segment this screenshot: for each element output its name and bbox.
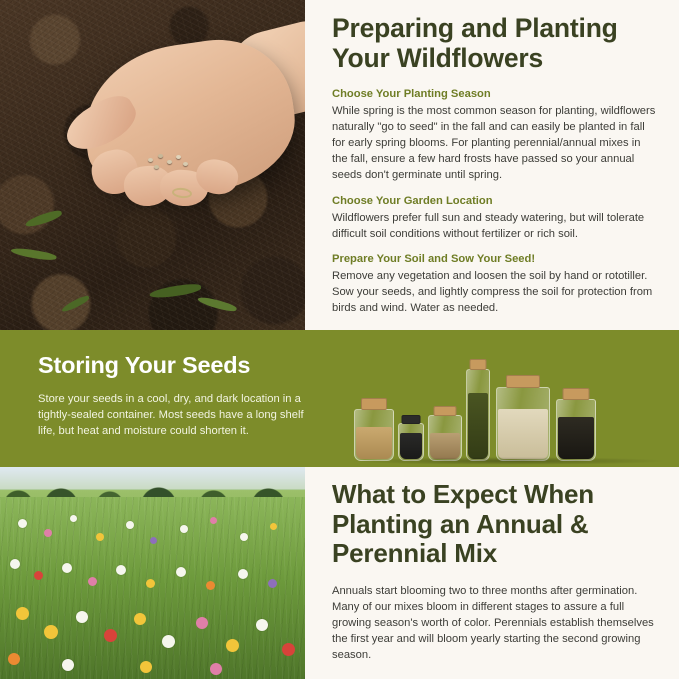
flower bbox=[140, 661, 152, 673]
section-preparing-title: Preparing and Planting Your Wildflowers bbox=[332, 13, 618, 73]
grass-field bbox=[0, 497, 305, 679]
flower bbox=[238, 569, 248, 579]
flower bbox=[88, 577, 97, 586]
jar-cork bbox=[563, 388, 590, 400]
flower bbox=[16, 607, 29, 620]
subheading-prepare-soil: Prepare Your Soil and Sow Your Seed! bbox=[332, 252, 536, 265]
seeds-in-hand bbox=[146, 152, 190, 172]
paragraph-planting-season: While spring is the most common season for planting, wildflowers naturally "go to seed" in the fall and can easily be planted in fall for early spring blooms. For planting perennial/annual mixes in the fall, ensure a few hard frosts have passed so your annual seeds don't germinate until spring. bbox=[332, 104, 656, 182]
section-what-to-expect-text bbox=[305, 467, 679, 679]
flower bbox=[210, 663, 222, 675]
flower bbox=[176, 567, 186, 577]
seed-jar bbox=[428, 415, 462, 461]
flower bbox=[146, 579, 155, 588]
flower bbox=[34, 571, 43, 580]
paragraph-what-to-expect: Annuals start blooming two to three months after germination. Many of our mixes bloom in different stages to assure a full growing season's worth of color. Perennials establish themselves the first year and will bloom yearly starting the second growing season. bbox=[332, 584, 654, 662]
jar-seed-fill bbox=[430, 433, 460, 459]
subheading-garden-location: Choose Your Garden Location bbox=[332, 194, 493, 207]
flower bbox=[10, 559, 20, 569]
flower bbox=[96, 533, 104, 541]
flower bbox=[268, 579, 277, 588]
section-storing-text bbox=[0, 330, 340, 467]
seed-jar bbox=[398, 423, 424, 461]
seed bbox=[167, 160, 172, 164]
seed-jar bbox=[354, 409, 394, 461]
flower bbox=[62, 659, 74, 671]
subheading-planting-season: Choose Your Planting Season bbox=[332, 87, 491, 100]
jar-shadow bbox=[348, 457, 669, 465]
flower bbox=[206, 581, 215, 590]
seed bbox=[158, 154, 163, 158]
flower bbox=[62, 563, 72, 573]
seed-jars-photo bbox=[340, 330, 679, 467]
section-preparing-and-planting bbox=[0, 0, 679, 330]
jar-cork bbox=[434, 406, 457, 416]
jar-seed-fill bbox=[498, 409, 548, 459]
flower bbox=[18, 519, 27, 528]
jar-cork bbox=[506, 375, 540, 388]
flower bbox=[162, 635, 175, 648]
jar-seed-fill bbox=[558, 417, 594, 459]
jar-seed-fill bbox=[468, 393, 488, 459]
jar-cork bbox=[361, 398, 387, 410]
flower bbox=[44, 625, 58, 639]
soil-planting-photo bbox=[0, 0, 305, 330]
flower bbox=[134, 613, 146, 625]
section-storing-your-seeds bbox=[0, 330, 679, 467]
flower bbox=[76, 611, 88, 623]
flower bbox=[282, 643, 295, 656]
flower bbox=[126, 521, 134, 529]
seed-jar bbox=[466, 369, 490, 461]
section-what-to-expect bbox=[0, 467, 679, 679]
jar-cork bbox=[470, 359, 487, 370]
flower bbox=[256, 619, 268, 631]
flower bbox=[150, 537, 157, 544]
jar-cork bbox=[402, 415, 421, 424]
flower bbox=[44, 529, 52, 537]
section-storing-title: Storing Your Seeds bbox=[38, 352, 251, 378]
paragraph-storing-seeds: Store your seeds in a cool, dry, and dark location in a tightly-sealed container. Most seeds have a long shelf life, but heat and moisture could shorten it. bbox=[38, 393, 304, 438]
seed-jar bbox=[556, 399, 596, 461]
section-what-to-expect-title: What to Expect When Planting an Annual & Perennial Mix bbox=[332, 479, 594, 569]
flower bbox=[104, 629, 117, 642]
flower bbox=[240, 533, 248, 541]
flower bbox=[70, 515, 77, 522]
jar-seed-fill bbox=[400, 433, 422, 459]
wildflower-meadow-photo bbox=[0, 467, 305, 679]
paragraph-garden-location: Wildflowers prefer full sun and steady watering, but will tolerate difficult soil conditions without fertilizer or rich soil. bbox=[332, 211, 645, 240]
seed bbox=[154, 165, 159, 169]
jar-seed-fill bbox=[356, 427, 392, 459]
flower bbox=[116, 565, 126, 575]
seed bbox=[176, 155, 181, 159]
paragraph-prepare-soil: Remove any vegetation and loosen the soil by hand or rototiller. Sow your seeds, and lightly compress the soil for protection from birds and wind. Water as needed. bbox=[332, 269, 653, 314]
seed-jar bbox=[496, 387, 550, 461]
flower bbox=[180, 525, 188, 533]
seed bbox=[183, 162, 188, 166]
flower bbox=[8, 653, 20, 665]
section-preparing-text bbox=[305, 0, 679, 330]
seed bbox=[148, 158, 153, 162]
flower bbox=[210, 517, 217, 524]
flower bbox=[226, 639, 239, 652]
flower bbox=[270, 523, 277, 530]
flower bbox=[196, 617, 208, 629]
